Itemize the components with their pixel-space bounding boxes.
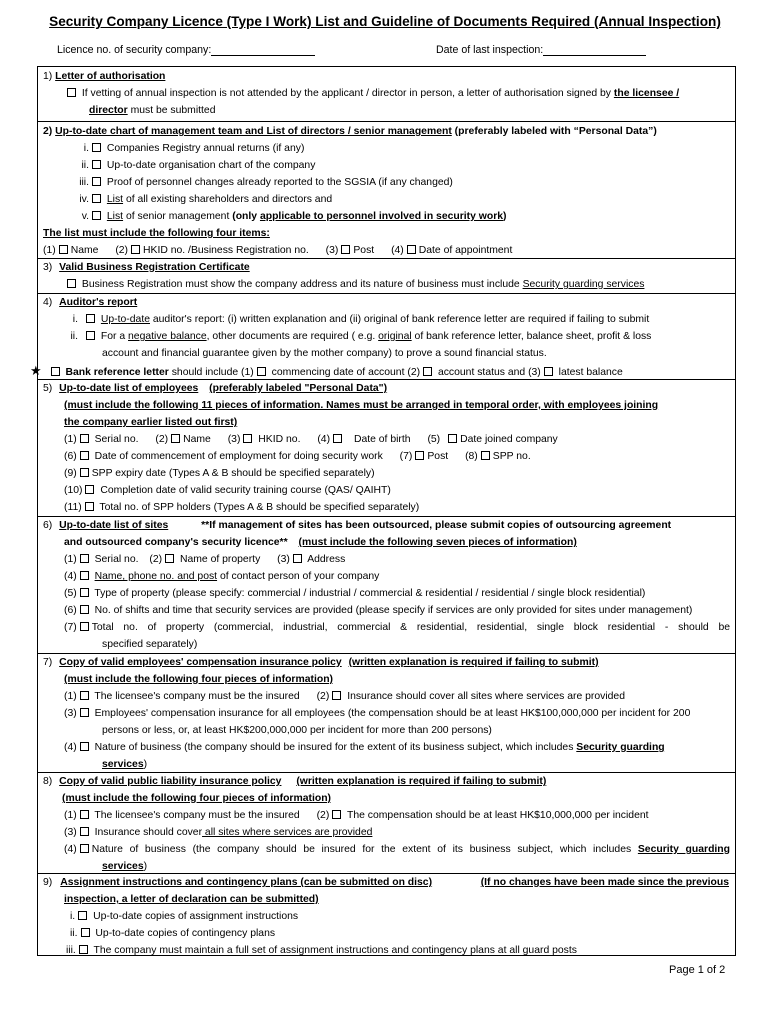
checkbox[interactable] [92, 211, 101, 220]
checkbox[interactable] [423, 367, 432, 376]
checkbox[interactable] [80, 742, 89, 751]
section-heading: Auditor's report [59, 297, 138, 308]
section-heading: Copy of valid public liability insurance policy [59, 776, 282, 787]
checkbox[interactable] [79, 945, 88, 954]
checkbox[interactable] [448, 434, 457, 443]
section-9: 9) Assignment instructions and contingency plans (can be submitted on disc) (If no changes have been made since the previous inspection, a letter of declaration can be submitted) i. Up-to-date copies of assignment instructions ii. Up-to-date copies of contingency plans iii. The company must maintain a full set of assignment instructions and contingency plans at all guard posts [38, 873, 735, 958]
checkbox[interactable] [131, 245, 140, 254]
section-1: 1) Letter of authorisation If vetting of annual inspection is not attended by the applicant / director in person, a letter of authorisation signed by the licensee / director must be submitted [43, 71, 680, 116]
checkbox[interactable] [332, 691, 341, 700]
checkbox[interactable] [80, 827, 89, 836]
section-heading: Letter of authorisation [55, 71, 166, 82]
last-inspection-blank[interactable] [543, 45, 646, 56]
checkbox[interactable] [80, 588, 89, 597]
checkbox[interactable] [165, 554, 174, 563]
checkbox[interactable] [171, 434, 180, 443]
checkbox[interactable] [415, 451, 424, 460]
checkbox[interactable] [85, 485, 94, 494]
checkbox[interactable] [86, 331, 95, 340]
licence-no-label: Licence no. of security company: [57, 44, 212, 56]
section-2: 2) Up-to-date chart of management team and List of directors / senior management (preferably labeled with “Personal Data”) i. Companies Registry annual returns (if any) ii. Up-to-date organisation chart of the company iii. Proof of personnel changes already reported to the SGSIA (if any changed) iv. List of all existing shareholders and directors and v. List of senior management (only applicable to personnel involved in security work) The list must include the following four items: (1) Name (2) HKID no. /Business Registration no. (3) Post (4) Date of appointment [38, 121, 735, 259]
checkbox[interactable] [80, 451, 89, 460]
page-number: Page 1 of 2 [669, 964, 726, 976]
checkbox[interactable] [59, 245, 68, 254]
checkbox[interactable] [80, 605, 89, 614]
section-number: 1) [43, 71, 53, 82]
section-heading: Copy of valid employees' compensation insurance policy [59, 657, 342, 668]
last-inspection-label: Date of last inspection: [436, 44, 544, 56]
checkbox[interactable] [86, 314, 95, 323]
checkbox[interactable] [80, 691, 89, 700]
section-7: 7) Copy of valid employees' compensation insurance policy (written explanation is required if failing to submit) (must include the following four pieces of information) (1) The licensee's company must be the insured (2) Insurance should cover all sites where services are provided (3) Employees' compensation insurance for all employees (the compensation should be at least HK$100,000,000 per incident for 200 persons or less, or, at least HK$200,000,000 per incident for more than 200 persons) (4) Nature of business (the company should be insured for the extent of its business subject, which includes Security guarding services) [38, 653, 735, 773]
checkbox[interactable] [333, 434, 342, 443]
checkbox[interactable] [481, 451, 490, 460]
checkbox[interactable] [92, 160, 101, 169]
section-5: 5) Up-to-date list of employees (preferably labeled "Personal Data") (must include the following 11 pieces of information. Names must be arranged in temporal order, with employees joining the company earlier listed out first) (1) Serial no. (2) Name (3) HKID no. (4) Date of birth (5) Date joined company (6) Date of commencement of employment for doing security work (7) Post (8) SPP no. (9) SPP expiry date (Types A & B should be specified separately) (10) Completion date of valid security training course (QAS/ QAIHT) (11) Total no. of SPP holders (Types A & B should be specified separately) [38, 379, 735, 517]
checkbox[interactable] [92, 194, 101, 203]
last-inspection-field[interactable] [436, 44, 646, 56]
checkbox[interactable] [85, 502, 94, 511]
licence-no-field[interactable] [57, 44, 315, 56]
checkbox[interactable] [80, 622, 89, 631]
document-title: Security Company Licence (Type I Work) List and Guideline of Documents Required (Annual Inspection) [49, 14, 721, 29]
checkbox[interactable] [81, 928, 90, 937]
section-4: 4) Auditor's report i. Up-to-date auditor's report: (i) written explanation and (ii) original of bank reference letter are required if failing to submit ii. For a negative balance, other documents are required ( e.g. original of bank reference letter, balance sheet, profit & loss account and financial guarantee given by the mother company) to prove a sound financial status. ★ Bank reference letter should include (1) commencing date of account (2) account status and (3) latest balance [38, 293, 735, 380]
checkbox[interactable] [67, 88, 76, 97]
checkbox[interactable] [80, 810, 89, 819]
checkbox[interactable] [332, 810, 341, 819]
section-heading: Up-to-date list of employees [59, 383, 199, 394]
checkbox[interactable] [92, 143, 101, 152]
star-icon: ★ [30, 363, 42, 378]
checkbox[interactable] [80, 468, 89, 477]
checkbox[interactable] [544, 367, 553, 376]
licence-no-blank[interactable] [211, 45, 315, 56]
section-heading: Assignment instructions and contingency plans (can be submitted on disc) [60, 877, 433, 888]
section-heading: Up-to-date chart of management team and List of directors / senior management [55, 126, 452, 137]
checkbox[interactable] [78, 911, 87, 920]
section-heading: Up-to-date list of sites [59, 520, 169, 531]
checkbox[interactable] [80, 554, 89, 563]
checkbox[interactable] [341, 245, 350, 254]
section-heading: Valid Business Registration Certificate [59, 262, 250, 273]
checklist-table [30, 66, 736, 956]
checkbox[interactable] [92, 177, 101, 186]
checkbox[interactable] [80, 844, 89, 853]
section-3: 3) Valid Business Registration Certificate Business Registration must show the company address and its nature of business must include Security guarding services [38, 258, 735, 294]
checkbox[interactable] [80, 708, 89, 717]
checkbox[interactable] [67, 279, 76, 288]
checkbox[interactable] [51, 367, 60, 376]
checkbox[interactable] [80, 571, 89, 580]
checkbox[interactable] [293, 554, 302, 563]
checkbox[interactable] [80, 434, 89, 443]
section-8: 8) Copy of valid public liability insurance policy (written explanation is required if failing to submit) (must include the following four pieces of information) (1) The licensee's company must be the insured (2) The compensation should be at least HK$10,000,000 per incident (3) Insurance should cover all sites where services are provided (4) Nature of business (the company should be insured for the extent of its business subject, which includes Security guarding services) [38, 772, 735, 874]
checkbox[interactable] [257, 367, 266, 376]
checkbox[interactable] [407, 245, 416, 254]
section-6: 6) Up-to-date list of sites **If management of sites has been outsourced, please submit copies of outsourcing agreement and outsourced company's security licence** (must include the following seven pieces of information) (1) Serial no. (2) Name of property (3) Address (4) Name, phone no. and post of contact person of your company (5) Type of property (please specify: commercial / industrial / commercial & residential / residential / single block residential) (6) No. of shifts and time that security services are provided (please specify if services are only provided for sites under management) (7) Total no. of property (commercial, industrial, commercial & residential, residential, single block residential - should be specified separately) [38, 516, 735, 654]
checkbox[interactable] [243, 434, 252, 443]
